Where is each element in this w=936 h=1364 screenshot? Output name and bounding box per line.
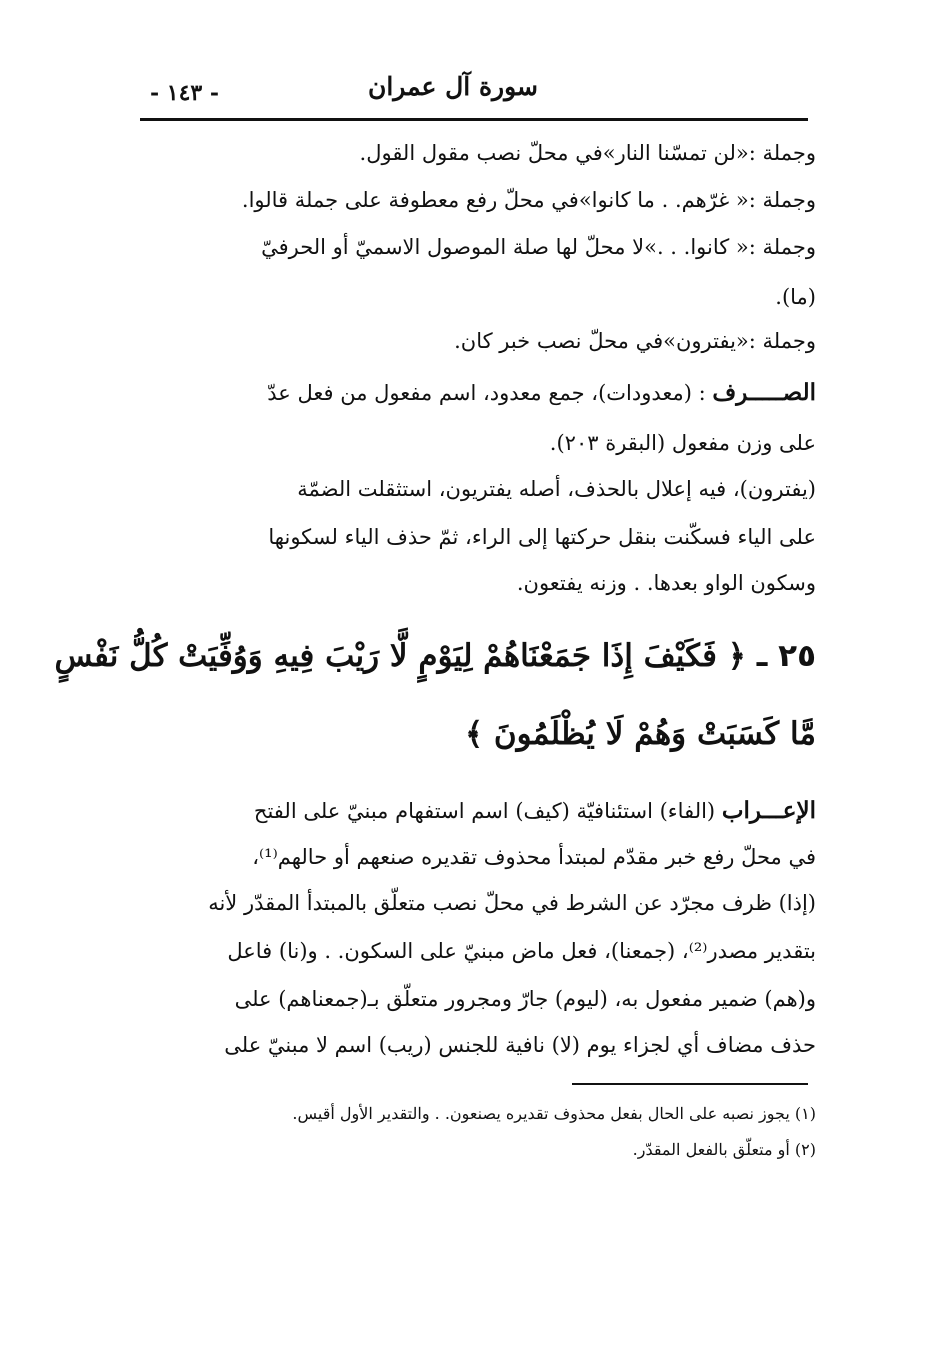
verse-line-1 xyxy=(55,634,817,678)
sarf-line-2: على وزن مفعول (البقرة ٢٠٣). xyxy=(549,431,816,455)
sura-title: سورة آل عمران xyxy=(367,72,538,101)
irab-line-5: و(هم) ضمير مفعول به، (ليوم) جارّ ومجرور متعلّق بـ(جمعناهم) على xyxy=(234,987,816,1011)
verse-number: ٢٥ ـ xyxy=(756,638,816,674)
text-line: (ما). xyxy=(775,285,816,309)
text-line: وجملة :« غرّهم. . ما كانوا»في محلّ رفع معطوفة على جملة قالوا. xyxy=(241,188,816,212)
sarf-label: الصـــــرف xyxy=(712,379,816,406)
page-header xyxy=(140,62,808,118)
irab-line-3: (إذا) ظرف مجرّد عن الشرط في محلّ نصب متعلّق بالمبتدأ المقدّر لأنه xyxy=(208,891,816,915)
irab-line-2: في محلّ رفع خبر مقدّم لمبتدأ محذوف تقديره صنعهم أو حالهم⁽¹⁾، xyxy=(252,845,816,869)
verse-line-2: مَّا كَسَبَتْ وَهُمْ لَا يُظْلَمُونَ ﴾ xyxy=(464,716,816,752)
verse-text: ﴿ فَكَيْفَ إِذَا جَمَعْنَاهُمْ لِيَوْمٍ لَّا رَيْبَ فِيهِ وَوُفِّيَتْ كُلُّ نَفْسٍ xyxy=(54,638,746,674)
text-line: وجملة :« كانوا. . .»لا محلّ لها صلة الموصول الاسميّ أو الحرفيّ xyxy=(261,235,816,259)
sarf-line-5: وسكون الواو بعدها. . وزنه يفتعون. xyxy=(516,571,816,595)
irab-line-6: حذف مضاف أي لجزاء يوم (لا) نافية للجنس (ريب) اسم لا مبنيّ على xyxy=(224,1033,816,1057)
sarf-line-3: (يفترون)، فيه إعلال بالحذف، أصله يفتريون، استثقلت الضمّة xyxy=(297,477,816,501)
irab-label: الإعـــراب xyxy=(721,797,816,824)
sarf-text: : (معدودات)، جمع معدود، اسم مفعول من فعل عدّ xyxy=(267,381,706,405)
irab-line-4: بتقدير مصدر⁽²⁾، (جمعنا)، فعل ماض مبنيّ على السكون. . و(نا) فاعل xyxy=(227,939,816,963)
footnote-1: (١) يجوز نصبه على الحال بفعل محذوف تقديره يصنعون. . والتقدير الأول أقيس. xyxy=(292,1104,816,1123)
footnote-divider xyxy=(572,1083,808,1085)
irab-line-1 xyxy=(254,796,816,826)
irab-text: (الفاء) استئنافيّة (كيف) اسم استفهام مبنيّ على الفتح xyxy=(253,799,716,823)
footnote-2: (٢) أو متعلّق بالفعل المقدّر. xyxy=(632,1140,816,1159)
text-line: وجملة :«لن تمسّنا النار»في محلّ نصب مقول القول. xyxy=(359,141,816,165)
sarf-line-4: على الياء فسكّنت بنقل حركتها إلى الراء، ثمّ حذف الياء لسكونها xyxy=(268,525,816,549)
page-number: - ١٤٣ - xyxy=(150,80,220,106)
text-line: وجملة :«يفترون»في محلّ نصب خبر كان. xyxy=(454,329,816,353)
sarf-line-1 xyxy=(267,378,816,408)
header-divider xyxy=(140,118,808,121)
